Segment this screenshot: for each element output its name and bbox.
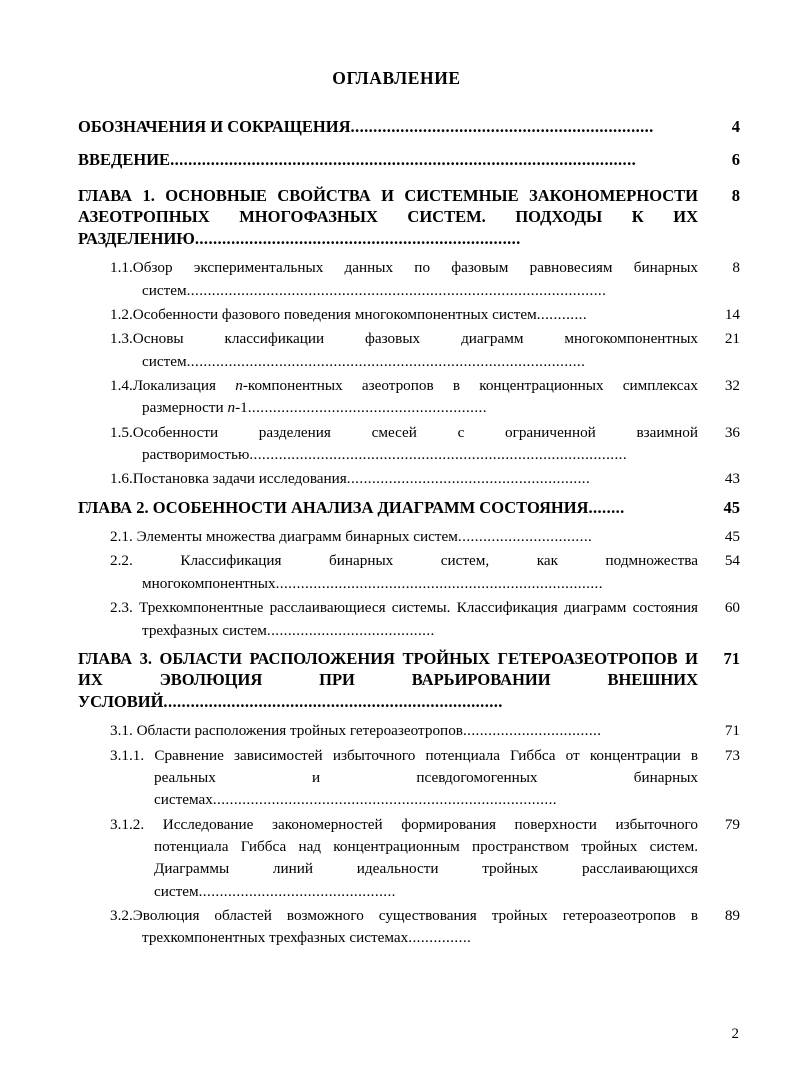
toc-chapter-label: ГЛАВА 1. ОСНОВНЫЕ СВОЙСТВА И СИСТЕМНЫЕ ЗАКОНОМЕРНОСТИ АЗЕОТРОПНЫХ МНОГОФАЗНЫХ СИСТЕМ. ПОДХОДЫ К ИХ РАЗДЕЛЕНИЮ xyxy=(78,185,698,248)
toc-section-text xyxy=(110,814,698,903)
toc-page-number: 6 xyxy=(731,150,740,170)
toc-section-1-5[interactable] xyxy=(78,422,740,467)
toc-page-number: 43 xyxy=(724,470,740,488)
dot-leader: ................................ xyxy=(457,528,593,546)
toc-page-number: 8 xyxy=(732,259,740,277)
toc-section-number: 3.1.1. xyxy=(110,746,145,764)
toc-section-3-1-1[interactable] xyxy=(78,745,740,812)
toc-section-number: 1.6. xyxy=(110,470,133,488)
dot-leader: ............................................... xyxy=(198,882,396,900)
dot-leader: .......................................................... xyxy=(346,470,591,488)
toc-page-number: 21 xyxy=(724,330,740,348)
dot-leader: ............ xyxy=(536,305,588,323)
toc-section-label-part3: -1 xyxy=(235,399,248,417)
toc-chapter-3[interactable] xyxy=(78,648,740,712)
toc-section-label: Обзор экспериментальных данных по фазовым равновесиям бинарных систем xyxy=(132,259,698,299)
toc-section-number: 2.3. xyxy=(110,599,133,617)
dot-leader: ........................................ xyxy=(266,621,435,639)
toc-chapter-text xyxy=(78,648,698,712)
dot-leader: ........................................................................... xyxy=(163,691,503,711)
page-folio-number: 2 xyxy=(731,1026,739,1042)
toc-page-number: 71 xyxy=(723,648,740,668)
toc-section-3-2[interactable] xyxy=(78,905,740,950)
toc-entry-notation[interactable] xyxy=(78,118,740,136)
toc-section-number: 2.1. xyxy=(110,528,133,546)
toc-section-label: Классификация бинарных систем, как подмножества многокомпонентных xyxy=(142,552,698,592)
toc-page-number: 79 xyxy=(724,815,740,833)
toc-section-number: 1.4. xyxy=(110,376,133,394)
toc-chapter-text xyxy=(78,497,698,518)
toc-section-number: 3.1. xyxy=(110,722,133,740)
page-title: ОГЛАВЛЕНИЕ xyxy=(332,68,461,88)
toc-section-2-3[interactable] xyxy=(78,597,740,642)
toc-section-label: Сравнение зависимостей избыточного потенциала Гиббса от концентрации в реальных и псевдогомогенных бинарных системах xyxy=(154,746,699,809)
toc-section-text xyxy=(110,328,698,373)
dot-leader: ........................................................................ xyxy=(194,228,521,248)
dot-leader: .............................................................................. xyxy=(275,574,603,592)
dot-leader: .................................................................................. xyxy=(212,791,557,809)
variable-n-italic: n xyxy=(227,399,236,417)
dot-leader: ............... xyxy=(408,929,472,947)
toc-page-number: 8 xyxy=(731,185,740,205)
toc-section-text xyxy=(110,597,698,642)
toc-section-3-1[interactable] xyxy=(78,720,740,742)
toc-section-number: 2.2. xyxy=(110,552,133,570)
toc-chapter-1[interactable] xyxy=(78,185,740,249)
toc-entry-text xyxy=(78,151,698,169)
toc-entry-label: ВВЕДЕНИЕ xyxy=(78,150,171,170)
toc-section-number: 3.1.2. xyxy=(110,815,145,833)
toc-page-number: 36 xyxy=(724,423,740,441)
toc-section-1-4[interactable] xyxy=(78,375,740,420)
toc-page-number: 54 xyxy=(724,552,740,570)
toc-section-2-2[interactable] xyxy=(78,550,740,595)
dot-leader: ......................................................... xyxy=(247,399,487,417)
toc-section-3-1-2[interactable] xyxy=(78,814,740,903)
variable-n-italic: n xyxy=(235,376,243,394)
toc-page-number: 45 xyxy=(723,497,740,517)
dot-leader: .................................................................................................... xyxy=(186,281,607,299)
toc-section-label: Области расположения тройных гетероазеотропов xyxy=(136,722,463,740)
toc-section-text xyxy=(110,468,698,490)
toc-entry-label: ОБОЗНАЧЕНИЯ И СОКРАЩЕНИЯ xyxy=(78,117,351,136)
toc-section-label: Постановка задачи исследования xyxy=(132,470,347,488)
dot-leader: ................................................................... xyxy=(350,117,654,136)
toc-section-number: 1.5. xyxy=(110,423,133,441)
toc-section-text xyxy=(110,257,698,302)
toc-section-label: Эволюция областей возможного существования тройных гетероазеотропов в трехкомпонентных трехфазных системах xyxy=(132,906,698,947)
toc-section-text xyxy=(110,422,698,467)
toc-section-text xyxy=(110,720,698,742)
toc-section-label-part1: Локализация xyxy=(132,376,236,394)
dot-leader: ................................. xyxy=(462,722,602,740)
toc-page-number: 60 xyxy=(724,599,740,617)
toc-page-number: 4 xyxy=(731,117,740,136)
toc-chapter-label: ГЛАВА 2. ОСОБЕННОСТИ АНАЛИЗА ДИАГРАММ СОСТОЯНИЯ xyxy=(78,497,589,517)
toc-entry-text xyxy=(78,118,698,136)
toc-section-label: Исследование закономерностей формирования поверхности избыточного потенциала Гиббса над концентрационным пространством тройных систем. Диаграммы линий идеальности тройных расслаивающихся систем xyxy=(154,815,698,900)
toc-page-number: 73 xyxy=(724,746,740,764)
toc-section-1-3[interactable] xyxy=(78,328,740,373)
toc-section-label: Основы классификации фазовых диаграмм многокомпонентных систем xyxy=(132,330,698,370)
toc-section-text xyxy=(110,745,698,812)
toc-section-number: 1.2. xyxy=(110,305,133,323)
toc-section-label: Особенности разделения смесей с ограниченной взаимной растворимостью xyxy=(132,423,698,463)
toc-section-label: Элементы множества диаграмм бинарных систем xyxy=(136,528,458,546)
dot-leader: ............................................................................................... xyxy=(186,352,586,370)
toc-section-text xyxy=(110,375,698,420)
toc-page-number: 71 xyxy=(724,722,740,740)
dot-leader: .......................................................................................... xyxy=(249,446,628,463)
toc-section-text xyxy=(110,550,698,595)
toc-section-number: 3.2. xyxy=(110,906,133,924)
toc-section-number: 1.1. xyxy=(110,259,133,277)
toc-chapter-label: ГЛАВА 3. ОБЛАСТИ РАСПОЛОЖЕНИЯ ТРОЙНЫХ ГЕТЕРОАЗЕОТРОПОВ И ИХ ЭВОЛЮЦИЯ ПРИ ВАРЬИРОВАНИИ ВНЕШНИХ УСЛОВИЙ xyxy=(78,648,698,711)
toc-page-number: 14 xyxy=(724,305,740,323)
dot-leader: ........ xyxy=(588,497,625,517)
toc-section-text xyxy=(110,304,698,326)
toc-section-1-6[interactable] xyxy=(78,468,740,490)
toc-page-number: 45 xyxy=(724,528,740,546)
toc-section-number: 1.3. xyxy=(110,330,133,348)
toc-section-label: Особенности фазового поведения многокомпонентных систем xyxy=(132,305,537,323)
toc-section-label-part2: -компонентных азеотропов в концентрационных симплексах размерности xyxy=(142,376,698,417)
toc-section-text xyxy=(110,905,698,950)
toc-section-1-2[interactable] xyxy=(78,304,740,326)
toc-chapter-2[interactable] xyxy=(78,497,740,518)
toc-page-number: 32 xyxy=(724,376,740,394)
toc-section-text xyxy=(110,526,698,548)
toc-entry-introduction[interactable] xyxy=(78,151,740,169)
toc-section-1-1[interactable] xyxy=(78,257,740,302)
table-of-contents xyxy=(78,118,740,952)
toc-chapter-text xyxy=(78,185,698,249)
dot-leader: ....................................................................................................... xyxy=(170,150,637,170)
toc-section-2-1[interactable] xyxy=(78,526,740,548)
toc-page-number: 89 xyxy=(724,906,740,924)
toc-section-label: Трехкомпонентные расслаивающиеся системы. Классификация диаграмм состояния трехфазных систем xyxy=(139,599,698,639)
